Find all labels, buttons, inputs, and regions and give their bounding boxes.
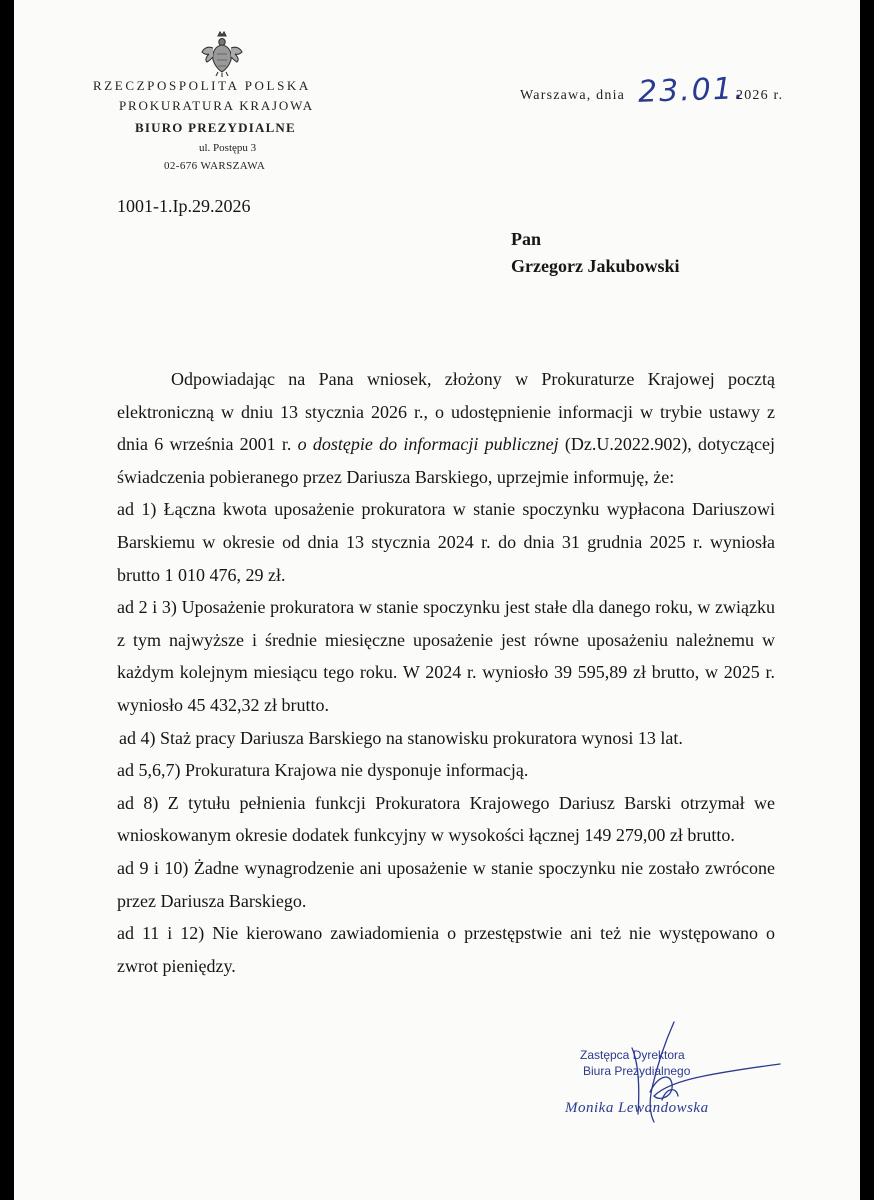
- letter-page: [14, 0, 860, 1200]
- header-office: PROKURATURA KRAJOWA: [119, 98, 314, 113]
- act-title: o dostępie do informacji publicznej: [297, 434, 559, 455]
- answer-ad9-10: ad 9 i 10) Żadne wynagrodzenie ani uposażenie w stanie spoczynku nie zostało zwrócone przez Dariusza Barskiego.: [117, 857, 775, 911]
- addressee-salutation: Pan: [511, 229, 542, 249]
- signatory-title-line-2: Biura Prezydialnego: [583, 1064, 691, 1078]
- reference-number: 1001-1.Ip.29.2026: [117, 196, 251, 216]
- intro-paragraph: [117, 363, 775, 493]
- intro-text-b: (Dz.U.2022.902), dotyczącej świadczenia pobieranego przez Dariusza Barskiego, uprzejmie informuję, że:: [117, 434, 775, 487]
- header-street: ul. Postępu 3: [199, 142, 257, 154]
- header-country: RZECZPOSPOLITA POLSKA: [93, 78, 311, 93]
- addressee-name: Grzegorz Jakubowski: [511, 256, 680, 276]
- date-handwritten: 23.01.: [637, 71, 746, 110]
- answer-ad2-3: ad 2 i 3) Uposażenie prokuratora w stanie spoczynku jest stałe dla danego roku, w związku z tym najwyższe i średnie miesięczne uposażenie jest równe uposażeniu należnemu w każdym kolejnym miesiącu tego roku. W 2024 r. wyniosło 39 595,89 zł brutto, w 2025 r. wyniosło 45 432,32 zł brutto.: [117, 597, 775, 715]
- header-postal-code: 02-676 WARSZAWA: [164, 160, 266, 172]
- answer-ad1: ad 1) Łączna kwota uposażenie prokuratora w stanie spoczynku wypłacona Dariuszowi Barskiemu w okresie od dnia 13 stycznia 2024 r. do dnia 31 grudnia 2025 r. wyniosła brutto 1 010 476, 29 zł.: [117, 499, 775, 585]
- date-year-suffix: 2026 r.: [736, 88, 784, 103]
- signatory-title-line-1: Zastępca Dyrektora: [580, 1048, 685, 1062]
- answer-ad8: ad 8) Z tytułu pełnienia funkcji Prokuratora Krajowego Dariusz Barski otrzymał we wnioskowanym okresie dodatek funkcyjny w wysokości łącznej 149 279,00 zł brutto.: [117, 792, 775, 846]
- header-bureau: BIURO PREZYDIALNE: [135, 120, 296, 135]
- letter-body: [117, 363, 775, 982]
- signatory-name: Monika Lewandowska: [565, 1100, 709, 1116]
- answer-ad11-12: ad 11 i 12) Nie kierowano zawiadomienia o przestępstwie ani też nie występowano o zwrot pieniędzy.: [117, 923, 775, 976]
- polish-eagle-emblem-icon: [200, 30, 244, 78]
- answer-ad4: ad 4) Staż pracy Dariusza Barskiego na stanowisku prokuratora wynosi 13 lat.: [119, 727, 683, 748]
- answer-ad5-7: ad 5,6,7) Prokuratura Krajowa nie dysponuje informacją.: [117, 760, 529, 781]
- intro-text-a: Odpowiadając na Pana wniosek, złożony w Prokuraturze Krajowej pocztą elektroniczną w dniu 13 stycznia 2026 r., o udostępnienie informacji w trybie ustawy z dnia 6 września 2001 r.: [117, 369, 775, 455]
- date-city-prefix: Warszawa, dnia: [520, 88, 626, 103]
